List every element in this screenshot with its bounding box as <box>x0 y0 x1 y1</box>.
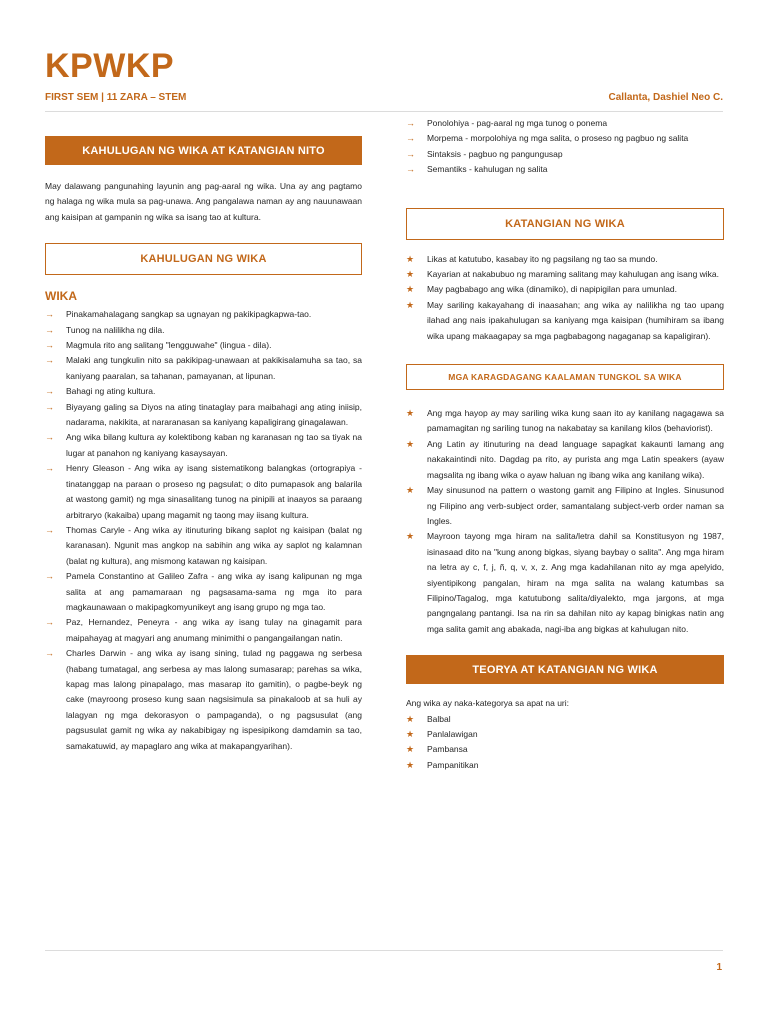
header-divider <box>45 111 723 112</box>
list-item: → Bahagi ng ating kultura. <box>45 384 362 399</box>
star-icon: ★ <box>406 284 415 295</box>
teorya-intro: Ang wika ay naka-kategorya sa apat na uri: <box>406 698 570 709</box>
star-icon: ★ <box>406 531 415 542</box>
list-item: → Tunog na nalilikha ng dila. <box>45 323 362 338</box>
author-name: Callanta, Dashiel Neo C. <box>608 92 723 103</box>
star-icon: ★ <box>406 744 415 755</box>
star-icon: ★ <box>406 269 415 280</box>
list-item: ★ Kayarian at nakabubuo ng maraming salitang may kahulugan ang isang wika. <box>406 267 724 282</box>
star-icon: ★ <box>406 408 415 419</box>
arrow-icon: → <box>45 355 54 366</box>
section-header-karagdagang-kaalaman: MGA KARAGDAGANG KAALAMAN TUNGKOL SA WIKA <box>406 364 724 390</box>
footer-divider <box>45 950 723 951</box>
arrow-icon: → <box>45 617 54 628</box>
star-icon: ★ <box>406 485 415 496</box>
star-icon: ★ <box>406 759 415 770</box>
list-item: → Ang wika bilang kultura ay kolektibong kaban ng karanasan ng tao sa tiyak na lugar at panahon ng kaniyang kasaysayan. <box>45 430 362 461</box>
list-item: → Semantiks - kahulugan ng salita <box>406 162 724 177</box>
arrow-icon: → <box>45 432 54 443</box>
list-item: ★ Panlalawigan <box>406 727 724 742</box>
section-header-kahulugan-katangian: KAHULUGAN NG WIKA AT KATANGIAN NITO <box>45 136 362 165</box>
arrow-icon: → <box>45 324 54 335</box>
list-item: → Pinakamahalagang sangkap sa ugnayan ng pakikipagkapwa-tao. <box>45 307 362 322</box>
wika-heading: WIKA <box>45 289 77 304</box>
list-item: → Biyayang galing sa Diyos na ating tinataglay para maibahagi ang ating iniisip, nadarama, nakikita, at nararanasan sa kaniyang kapaligirang ginagalawan. <box>45 400 362 431</box>
section-header-kahulugan: KAHULUGAN NG WIKA <box>45 243 362 275</box>
list-item: ★ Ang mga hayop ay may sariling wika kung saan ito ay kanilang nagagawa sa pamamagitan ng sariling tunog na nakabatay sa kanilang kilos (behaviorist). <box>406 406 724 437</box>
list-item: → Pamela Constantino at Galileo Zafra - ang wika ay isang kalipunan ng mga salita at ang pamamaraan ng pagsasama-sama ng mga ito para magkaunawaan o makipagkomyunikeyt ang isang grupo ng mga tao. <box>45 569 362 615</box>
arrow-icon: → <box>45 386 54 397</box>
list-item: → Thomas Caryle - Ang wika ay itinuturing bikang saplot ng kaisipan (balat ng karanasan). Ngunit mas angkop na sabihin ang wika ay saplot ng kalamnan (balat ng kultura), ang mismong katawan ng kaisipan. <box>45 523 362 569</box>
list-item: ★ Pambansa <box>406 742 724 757</box>
teorya-list <box>406 712 724 774</box>
list-item: → Malaki ang tungkulin nito sa pakikipag-unawaan at pakikisalamuha sa tao, sa kaniyang paaralan, sa tahanan, pamayanan, at lipunan. <box>45 353 362 384</box>
list-item: → Paz, Hernandez, Peneyra - ang wika ay isang tulay na ginagamit para maipahayag at magyari ang anumang minimithi o pangangailangan natin. <box>45 615 362 646</box>
list-item: ★ Pampanitikan <box>406 758 724 773</box>
list-item: → Ponolohiya - pag-aaral ng mga tunog o ponema <box>406 116 724 131</box>
arrow-icon: → <box>45 524 54 535</box>
list-item: ★ Ang Latin ay itinuturing na dead language sapagkat kakaunti lamang ang nakakaintindi nito. Dagdag pa rito, ay purista ang mga Latin speakers (ayaw magsalita ng ibang wika o ayaw haluan ng ibang wika ang kanilang wika). <box>406 437 724 483</box>
arrow-icon: → <box>406 118 415 128</box>
intro-paragraph: May dalawang pangunahing layunin ang pag-aaral ng wika. Una ay ang pagtamo ng halaga ng wika mula sa pag-unawa. Ang pangalawa naman ay ang nauunawaan ang kaisipan at gampanin ng wika sa isang tao at kultura. <box>45 181 362 222</box>
list-item: → Charles Darwin - ang wika ay isang sining, tulad ng paggawa ng serbesa (habang tumatagal, ang serbesa ay mas lalong sumasarap; parehas sa wika, kapag mas lalong pinapalago, mas masarap ito gamitin), o pagbe-beyk ng cake (mayroong proseso kung saan nagsisimula sa pinakaloob at sa huli ay lalagyan ng mga dekorasyon o pampaganda), o ng pagsusulat (ang pagsusulat gamit ng wika ay nakabibigay ng ispesipikong damdamin sa tao, samakatuwid, ay mapaglaro ang wika at makapangyarihan). <box>45 646 362 754</box>
star-icon: ★ <box>406 299 415 310</box>
arrow-icon: → <box>45 340 54 351</box>
list-item: → Magmula rito ang salitang "lengguwahe" (lingua - dila). <box>45 338 362 353</box>
list-item: ★ May pagbabago ang wika (dinamiko), di napipigilan para umunlad. <box>406 282 724 297</box>
left-column <box>45 116 362 754</box>
arrow-icon: → <box>45 463 54 474</box>
star-icon: ★ <box>406 253 415 264</box>
karagdagang-kaalaman-list <box>406 406 724 637</box>
section-header-katangian: KATANGIAN NG WIKA <box>406 208 724 240</box>
arrow-icon: → <box>45 648 54 659</box>
class-info: FIRST SEM | 11 ZARA – STEM <box>45 92 187 103</box>
arrow-icon: → <box>45 571 54 582</box>
section-header-teorya: TEORYA AT KATANGIAN NG WIKA <box>406 655 724 684</box>
katangian-list <box>406 252 724 344</box>
page-number: 1 <box>716 962 722 973</box>
list-item: → Sintaksis - pagbuo ng pangungusap <box>406 147 724 162</box>
list-item: ★ May sinusunod na pattern o wastong gamit ang Filipino at Ingles. Sinusunod ng Filipino ang verb-subject order, samantalang subject-verb order naman sa Ingles. <box>406 483 724 529</box>
document-title: KPWKP <box>45 47 175 85</box>
list-item: → Morpema - morpolohiya ng mga salita, o proseso ng pagbuo ng salita <box>406 131 724 146</box>
star-icon: ★ <box>406 728 415 739</box>
arrow-icon: → <box>406 164 415 175</box>
arrow-icon: → <box>45 309 54 320</box>
arrow-icon: → <box>45 401 54 412</box>
list-item: ★ Likas at katutubo, kasabay ito ng pagsilang ng tao sa mundo. <box>406 252 724 267</box>
linguistics-branches-list <box>406 116 724 178</box>
star-icon: ★ <box>406 438 415 449</box>
right-column <box>406 116 724 773</box>
wika-definition-list <box>45 307 362 754</box>
star-icon: ★ <box>406 713 415 724</box>
arrow-icon: → <box>406 148 415 159</box>
arrow-icon: → <box>406 133 415 144</box>
list-item: ★ Mayroon tayong mga hiram na salita/letra dahil sa Konstitusyon ng 1987, isinasaad dito na "kung anong bigkas, siyang baybay o salita". Ang mga hiram na letra ay c, f, j, ñ, q, v, x, z. Ang mga kadahilanan nito ay mga apelyido, siyentipikong pangalan, hiram na mga salita na walang katumbas sa Filipino/Tagalog, mga katutubong salita/diyalekto, mga jargons, at mga pangngalang pantangi. Isa na rin sa dahilan nito ay kapag binigkas natin ang mga salita gamit ang abakada, nagi-iba ang bigkas at kahulugan nito. <box>406 529 724 637</box>
list-item: ★ May sariling kakayahang di inaasahan; ang wika ay nalilikha ng tao upang ilahad ang nais ipakahulugan sa kaniyang mga kaisipan (humihiram sa ibang wika upang makaagapay sa mga pagbabagong nagaganap sa kapaligiran). <box>406 298 724 344</box>
list-item: ★ Balbal <box>406 712 724 727</box>
list-item: → Henry Gleason - Ang wika ay isang sistematikong balangkas (ortograpiya - tinatanggap na paraan o proseso ng pagsulat; o dito pumapasok ang balarila at wastong gamit) ng mga sinasalitang tunog na pinipili at inaayos sa paraang arbitraryo (kakaiba) upang magamit ng taong may iisang kultura. <box>45 461 362 523</box>
